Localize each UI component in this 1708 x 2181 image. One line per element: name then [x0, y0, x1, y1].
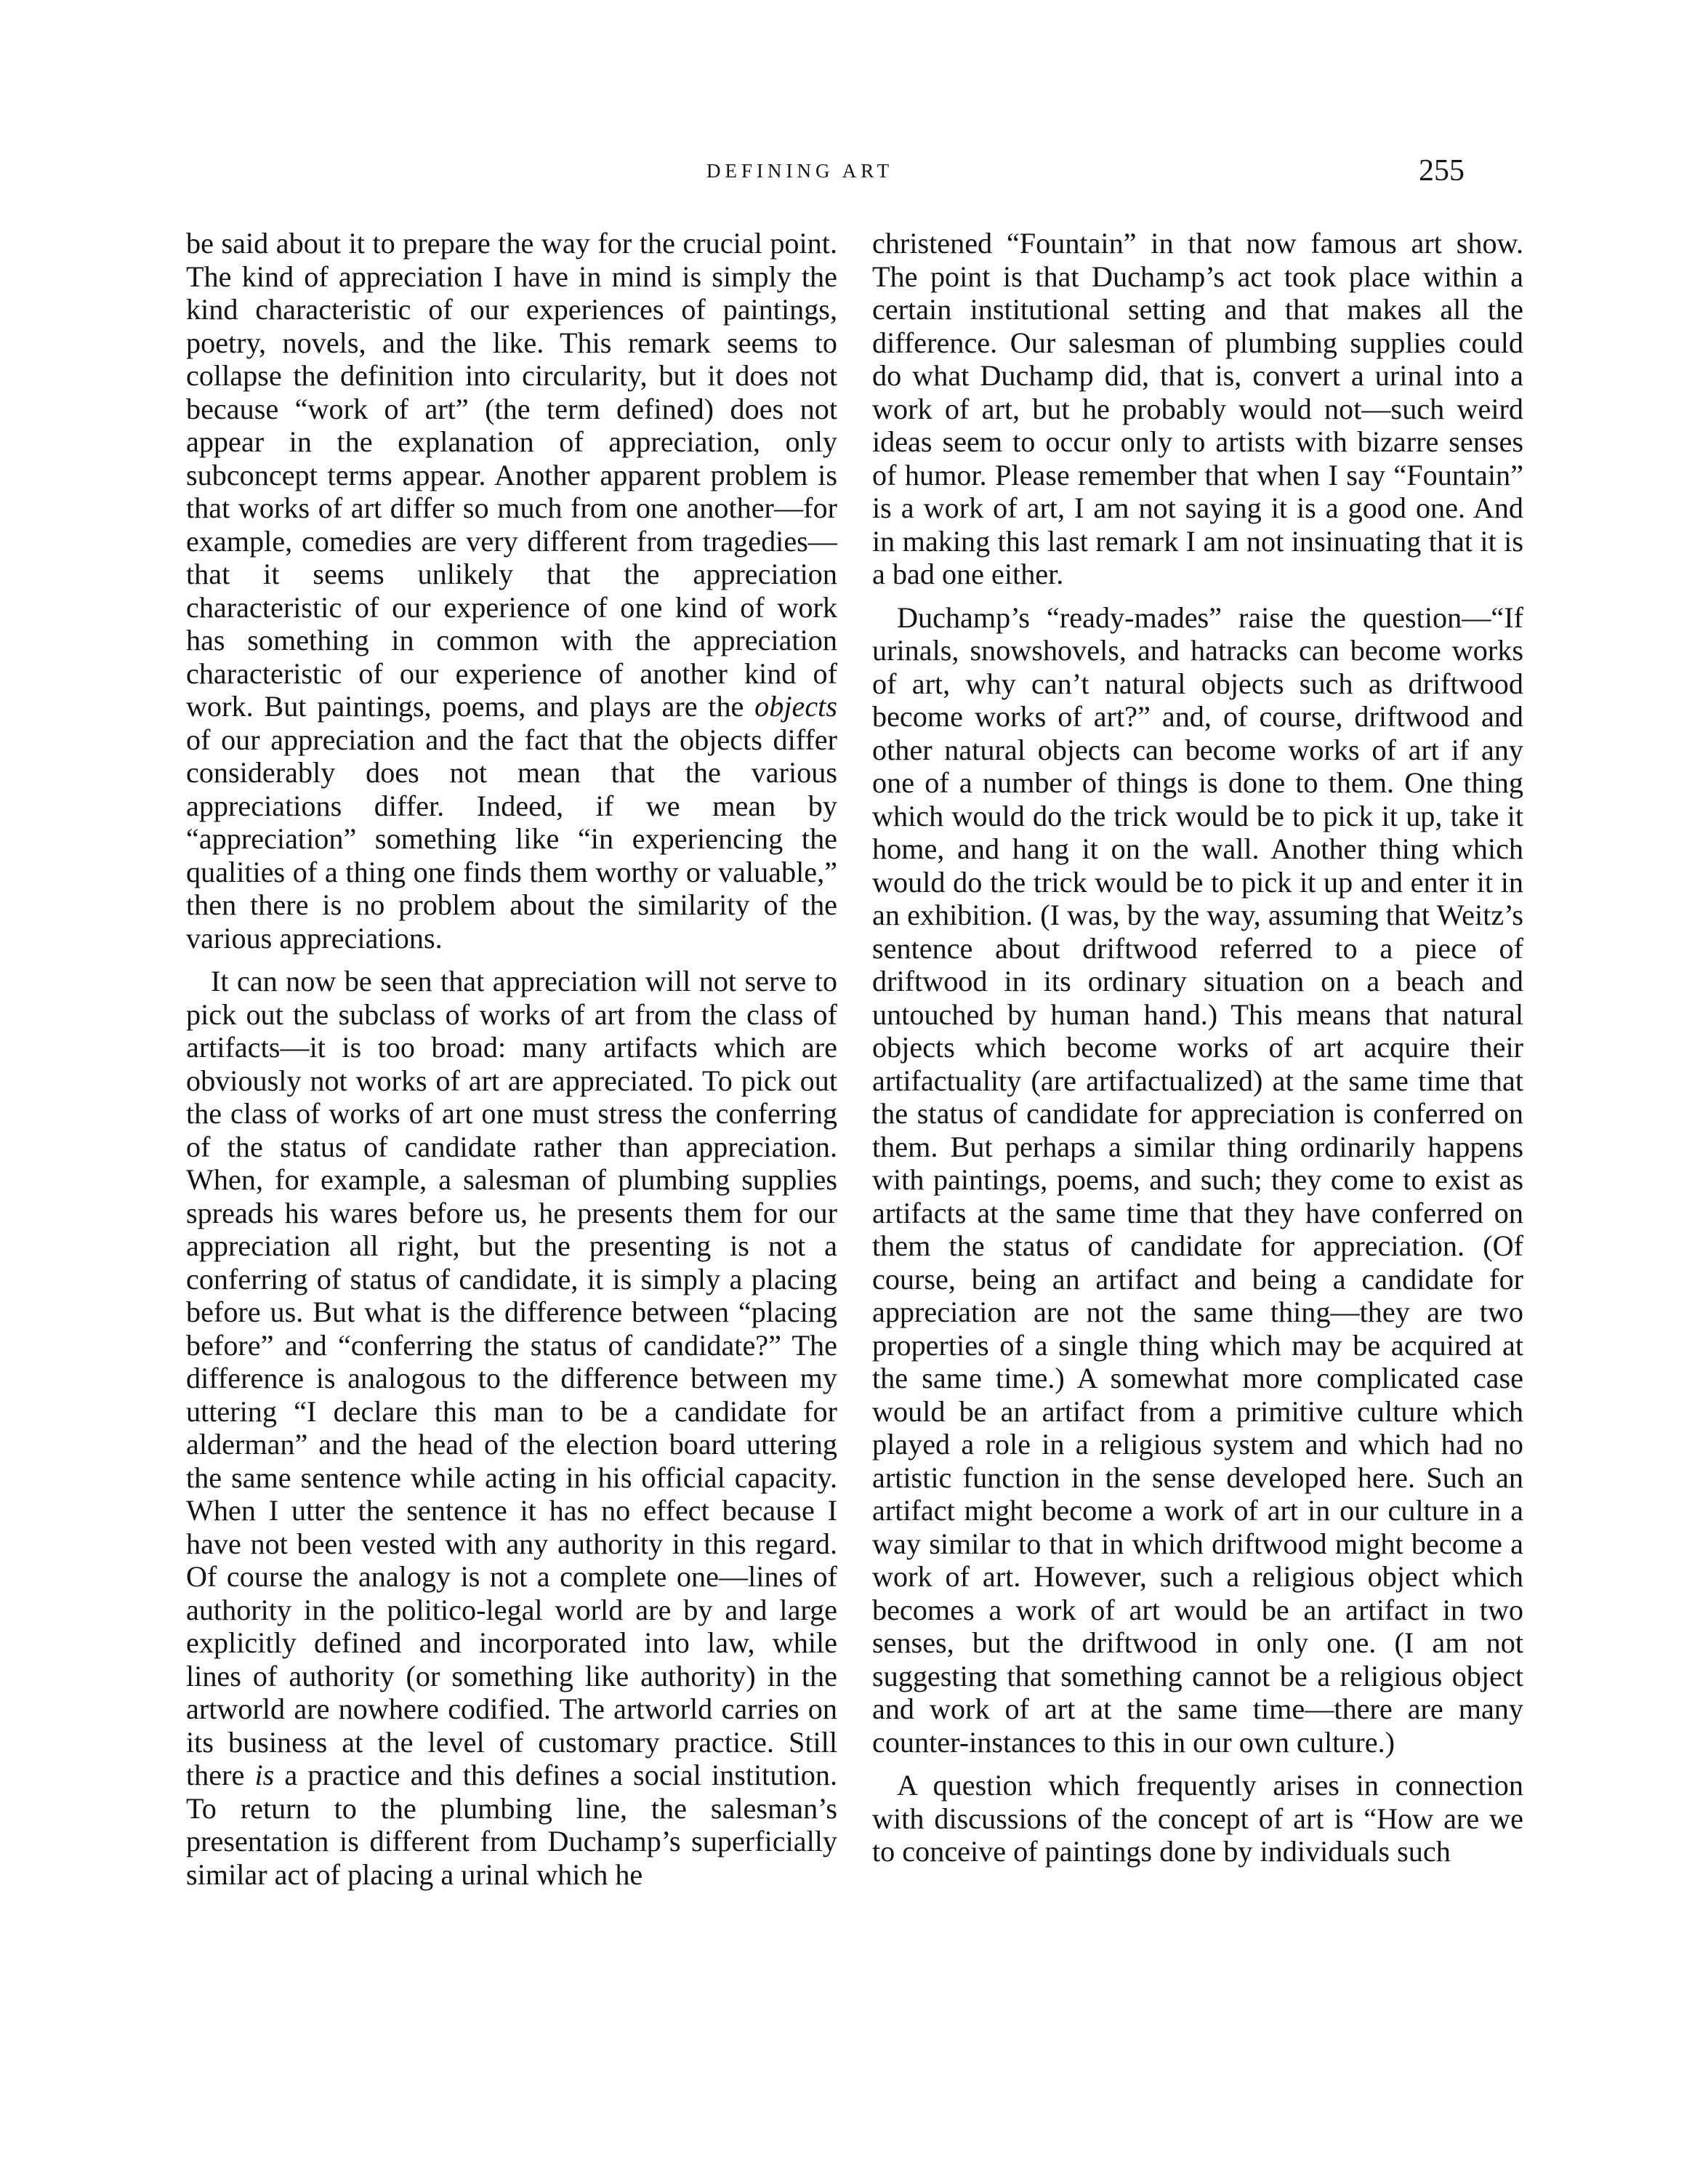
text-segment: be said about it to prepare the way for the crucial point. The kind of appreciation I have in mind is simply the kind characteristic of our experiences of paintings, poetry, novels, and the like. This remark seems to collapse the definition into circularity, but it does not because “work of art” (the term defined) does not appear in the explanation of appreciation, only subconcept terms appear. Another apparent problem is that works of art differ so much from one another—for example, comedies are very different from tragedies—that it seems unlikely that the appreciation characteristic of our experience of one kind of work has something in common with the appreciation characteristic of our experience of another kind of work. But paintings, poems, and plays are the: [186, 227, 837, 723]
paragraph-left-2: [186, 965, 837, 1891]
page-number: 255: [1419, 154, 1465, 188]
running-head-title: DEFINING ART: [706, 160, 894, 182]
text-segment: It can now be seen that appreciation will not serve to pick out the subclass of works of art from the class of artifacts—it is too broad: many artifacts which are obviously not works of art are appreciated. To pick out the class of works of art one must stress the conferring of the status of candidate rather than appreciation. When, for example, a salesman of plumbing supplies spreads his wares before us, he presents them for our appreciation all right, but the presenting is not a conferring of status of candidate, it is simply a placing before us. But what is the difference between “placing before” and “conferring the status of candidate?” The difference is analogous to the difference between my uttering “I declare this man to be a candidate for alderman” and the head of the election board uttering the same sentence while acting in his official capacity. When I utter the sentence it has no effect because I have not been vested with any authority in this regard. Of course the analogy is not a complete one—lines of authority in the politico-legal world are by and large explicitly defined and incorporated into law, while lines of authority (or something like authority) in the artworld are nowhere codified. The artworld carries on its business at the level of customary practice. Still there: [186, 965, 837, 1791]
paragraph-right-1: christened “Fountain” in that now famous art show. The point is that Duchamp’s act took place within a certain institutional setting and that makes all the difference. Our salesman of plumbing supplies could do what Duchamp did, that is, convert a urinal into a work of art, but he probably would not—such weird ideas seem to occur only to artists with bizarre senses of humor. Please remember that when I say “Fountain” is a work of art, I am not saying it is a good one. And in making this last remark I am not insinuating that it is a bad one either.: [872, 227, 1523, 590]
emphasis-is: is: [254, 1759, 275, 1791]
emphasis-objects: objects: [754, 690, 837, 723]
right-column: [872, 227, 1523, 1879]
left-column: [186, 227, 837, 1901]
paragraph-right-3: A question which frequently arises in connection with discussions of the concept of art is “How are we to conceive of paintings done by individuals such: [872, 1769, 1523, 1868]
paragraph-left-1: [186, 227, 837, 955]
paragraph-right-2: Duchamp’s “ready-mades” raise the question—“If urinals, snowshovels, and hatracks can become works of art, why can’t natural objects such as driftwood become works of art?” and, of course, driftwood and other natural objects can become works of art if any one of a number of things is done to them. One thing which would do the trick would be to pick it up, take it home, and hang it on the wall. Another thing which would do the trick would be to pick it up and enter it in an exhibition. (I was, by the way, assuming that Weitz’s sentence about driftwood referred to a piece of driftwood in its ordinary situation on a beach and untouched by human hand.) This means that natural objects which become works of art acquire their artifactuality (are artifactualized) at the same time that the status of candidate for appreciation is conferred on them. But perhaps a similar thing ordinarily happens with paintings, poems, and such; they come to exist as artifacts at the same time that they have conferred on them the status of candidate for appreciation. (Of course, being an artifact and being a candidate for appreciation are not the same thing—they are two properties of a single thing which may be acquired at the same time.) A somewhat more complicated case would be an artifact from a primitive culture which played a role in a religious system and which had no artistic function in the sense developed here. Such an artifact might become a work of art in our culture in a way similar to that in which driftwood might become a work of art. However, such a religious object which becomes a work of art would be an artifact in two senses, but the driftwood in only one. (I am not suggesting that something cannot be a religious object and work of art at the same time—there are many counter-instances to this in our own culture.): [872, 601, 1523, 1759]
text-segment: of our appreciation and the fact that the objects differ considerably does not mean that the various appreciations differ. Indeed, if we mean by “appreciation” something like “in experiencing the qualities of a thing one finds them worthy or valuable,” then there is no problem about the similarity of the various appreciations.: [186, 723, 837, 955]
text-segment: a practice and this defines a social institution. To return to the plumbing line, the salesman’s presentation is different from Duchamp’s superficially similar act of placing a urinal which he: [186, 1759, 837, 1891]
